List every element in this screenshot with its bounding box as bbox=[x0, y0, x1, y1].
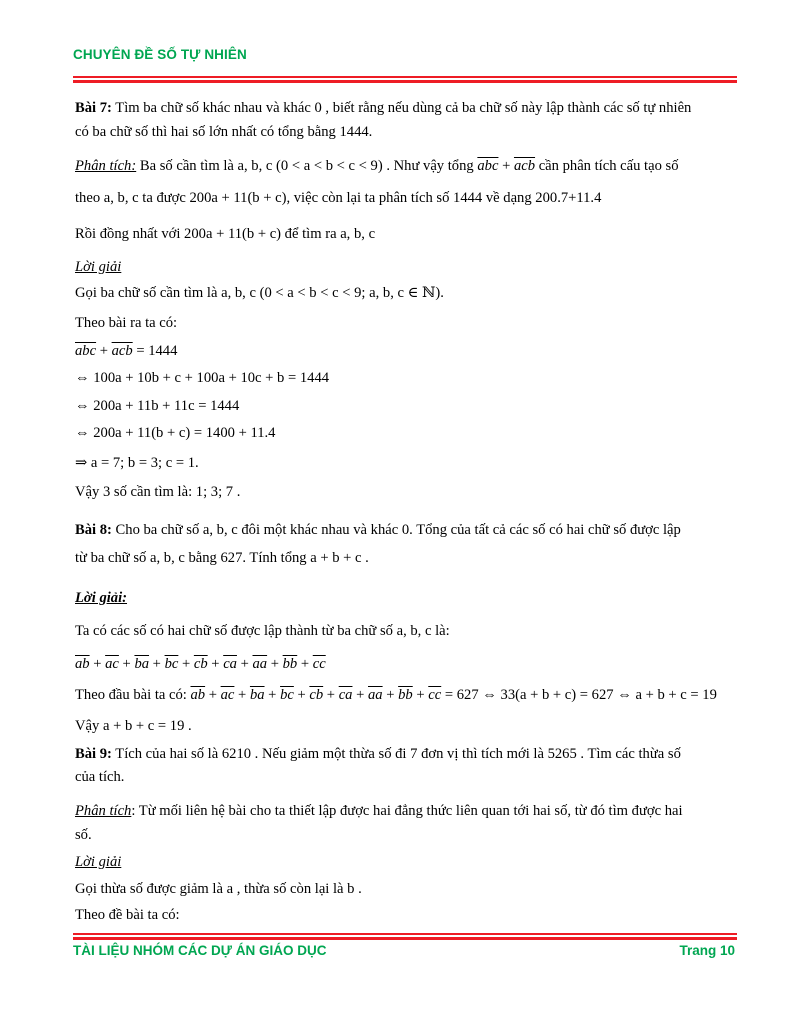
overline-number: $\overline{bc}$ bbox=[280, 687, 294, 703]
exercise-7-line-2: có ba chữ số thì hai số lớn nhất có tổng bằng 1444. bbox=[75, 124, 373, 140]
solution-7-equation-4: ⇔ 200a + 11(b + c) = 1400 + 11.4 bbox=[75, 425, 276, 441]
overline-number: $\overline{ac}$ bbox=[220, 687, 235, 703]
text-run: = 1444 bbox=[132, 343, 178, 359]
solution-7-line-2: Theo bài ra ta có: bbox=[75, 315, 178, 331]
exercise-8-line-2: từ ba chữ số a, b, c bằng 627. Tính tổng a + b + c . bbox=[75, 550, 369, 566]
text-run: Ba số cần tìm là a, b, c (0 < a < b < c < 9) . Như vậy tổng bbox=[136, 158, 478, 174]
solution-9-line-2: Theo đề bài ta có: bbox=[75, 907, 180, 923]
solution-7-equation-2: ⇔ 100a + 10b + c + 100a + 10c + b = 1444 bbox=[75, 370, 330, 386]
solution-7-line-1: Gọi ba chữ số cần tìm là a, b, c (0 < a < b < c < 9; a, b, c ∈ ℕ). bbox=[75, 285, 444, 301]
exercise-9-label: Bài 9: bbox=[75, 746, 112, 762]
overline-number: $\overline{aa}$ bbox=[252, 656, 268, 672]
solution-8-heading: Lời giải: bbox=[75, 590, 128, 606]
overline-number: $\overline{bb}$ bbox=[282, 656, 298, 672]
solution-8-line-1: Ta có các số có hai chữ số được lập thành từ ba chữ số a, b, c là: bbox=[75, 623, 450, 639]
text-run: + bbox=[498, 158, 514, 174]
analysis-label: Phân tích bbox=[75, 803, 132, 819]
solution-9-line-1: Gọi thừa số được giảm là a , thừa số còn lại là b . bbox=[75, 881, 362, 897]
overline-number: $\overline{ab}$ bbox=[75, 656, 90, 672]
text-run: Tìm ba chữ số khác nhau và khác 0 , biết rằng nếu dùng cả ba chữ số này lập thành các số tự nhiên bbox=[111, 100, 692, 116]
overline-number: $\overline{ba}$ bbox=[134, 656, 150, 672]
overline-number: $\overline{acb}$ bbox=[111, 343, 133, 359]
overline-number: $\overline{cc}$ bbox=[312, 656, 326, 672]
text-run: + bbox=[96, 343, 112, 359]
overline-number: $\overline{ca}$ bbox=[223, 656, 237, 672]
exercise-8-label: Bài 8: bbox=[75, 522, 112, 538]
solution-7-conclusion: Vậy 3 số cần tìm là: 1; 3; 7 . bbox=[75, 484, 241, 500]
header-rule-thick bbox=[73, 80, 737, 83]
exercise-9-line-1 bbox=[75, 745, 681, 763]
page-header-title: CHUYÊN ĐỀ SỐ TỰ NHIÊN bbox=[73, 47, 247, 62]
solution-7-heading: Lời giải bbox=[75, 259, 122, 275]
exercise-8-line-1 bbox=[75, 521, 681, 539]
solution-7-equation-3: ⇔ 200a + 11b + 11c = 1444 bbox=[75, 398, 240, 414]
analysis-7-line-3: Rồi đồng nhất với 200a + 11(b + c) để tìm ra a, b, c bbox=[75, 226, 376, 242]
overline-number: $\overline{ab}$ bbox=[190, 687, 206, 703]
solution-8-equation: Theo đầu bài ta có: $\overline{ab} + \overline{ac} + \overline{ba} + \overline{bc} + \overline{cb} + \overline{ca} + \overline{aa} + \overline{bb} + \overline{cc} = 627$ ⇔ 33(a + b + c) = 627 ⇔ a + b + c = 19 bbox=[75, 687, 717, 703]
overline-number: $\overline{ca}$ bbox=[338, 687, 353, 703]
solution-7-equation-5: ⇒ a = 7; b = 3; c = 1. bbox=[75, 455, 199, 471]
text-run: Theo đầu bài ta có: bbox=[75, 687, 191, 703]
solution-8-number-list: $\overline{ab} + \overline{ac} + \overline{ba} + \overline{bc} + \overline{cb} + \overline{ca} + \overline{aa} + \overline{bb} + \overline{cc}$ bbox=[75, 656, 326, 672]
overline-number: $\overline{bb}$ bbox=[398, 687, 413, 703]
solution-9-heading: Lời giải bbox=[75, 854, 122, 870]
text-run: : Từ mối liên hệ bài cho ta thiết lập được hai đẳng thức liên quan tới hai số, từ đó tìm được hai bbox=[131, 803, 683, 819]
exercise-7-label: Bài 7: bbox=[75, 100, 112, 116]
overline-number: $\overline{ba}$ bbox=[249, 687, 265, 703]
overline-number: $\overline{cb}$ bbox=[309, 687, 324, 703]
text-run: cần phân tích cấu tạo số bbox=[535, 158, 679, 174]
analysis-7-line-2: theo a, b, c ta được 200a + 11(b + c), việc còn lại ta phân tích số 1444 về dạng 200.7+11.4 bbox=[75, 190, 602, 206]
solution-7-equation-1 bbox=[75, 342, 177, 360]
text-run: Cho ba chữ số a, b, c đôi một khác nhau và khác 0. Tổng của tất cả các số có hai chữ số được lập bbox=[111, 522, 681, 538]
header-rule-thin bbox=[73, 76, 737, 78]
overline-number: $\overline{abc}$ bbox=[477, 158, 499, 174]
footer-left-text: TÀI LIỆU NHÓM CÁC DỰ ÁN GIÁO DỤC bbox=[73, 943, 327, 958]
overline-number: $\overline{aa}$ bbox=[368, 687, 383, 703]
analysis-9-line-1 bbox=[75, 802, 683, 820]
exercise-9-line-2: của tích. bbox=[75, 769, 125, 785]
overline-number: $\overline{cb}$ bbox=[193, 656, 208, 672]
page-number: Trang 10 bbox=[679, 943, 735, 958]
overline-number: $\overline{abc}$ bbox=[75, 343, 97, 359]
overline-number: $\overline{bc}$ bbox=[164, 656, 179, 672]
overline-number: $\overline{cc}$ bbox=[428, 687, 442, 703]
overline-number: $\overline{ac}$ bbox=[105, 656, 119, 672]
analysis-label: Phân tích: bbox=[75, 158, 137, 174]
analysis-9-line-2: số. bbox=[75, 827, 92, 843]
solution-8-conclusion: Vậy a + b + c = 19 . bbox=[75, 718, 192, 734]
analysis-7-line-1 bbox=[75, 157, 679, 175]
text-run: = 627 ⇔ 33(a + b + c) = 627 ⇔ a + b + c = 19 bbox=[441, 687, 717, 703]
footer-rule-thin bbox=[73, 933, 737, 935]
text-run: Tích của hai số là 6210 . Nếu giảm một thừa số đi 7 đơn vị thì tích mới là 5265 . Tìm các thừa số bbox=[111, 746, 681, 762]
exercise-7-line-1 bbox=[75, 99, 691, 117]
overline-number: $\overline{acb}$ bbox=[513, 158, 536, 174]
footer-rule-thick bbox=[73, 937, 737, 940]
